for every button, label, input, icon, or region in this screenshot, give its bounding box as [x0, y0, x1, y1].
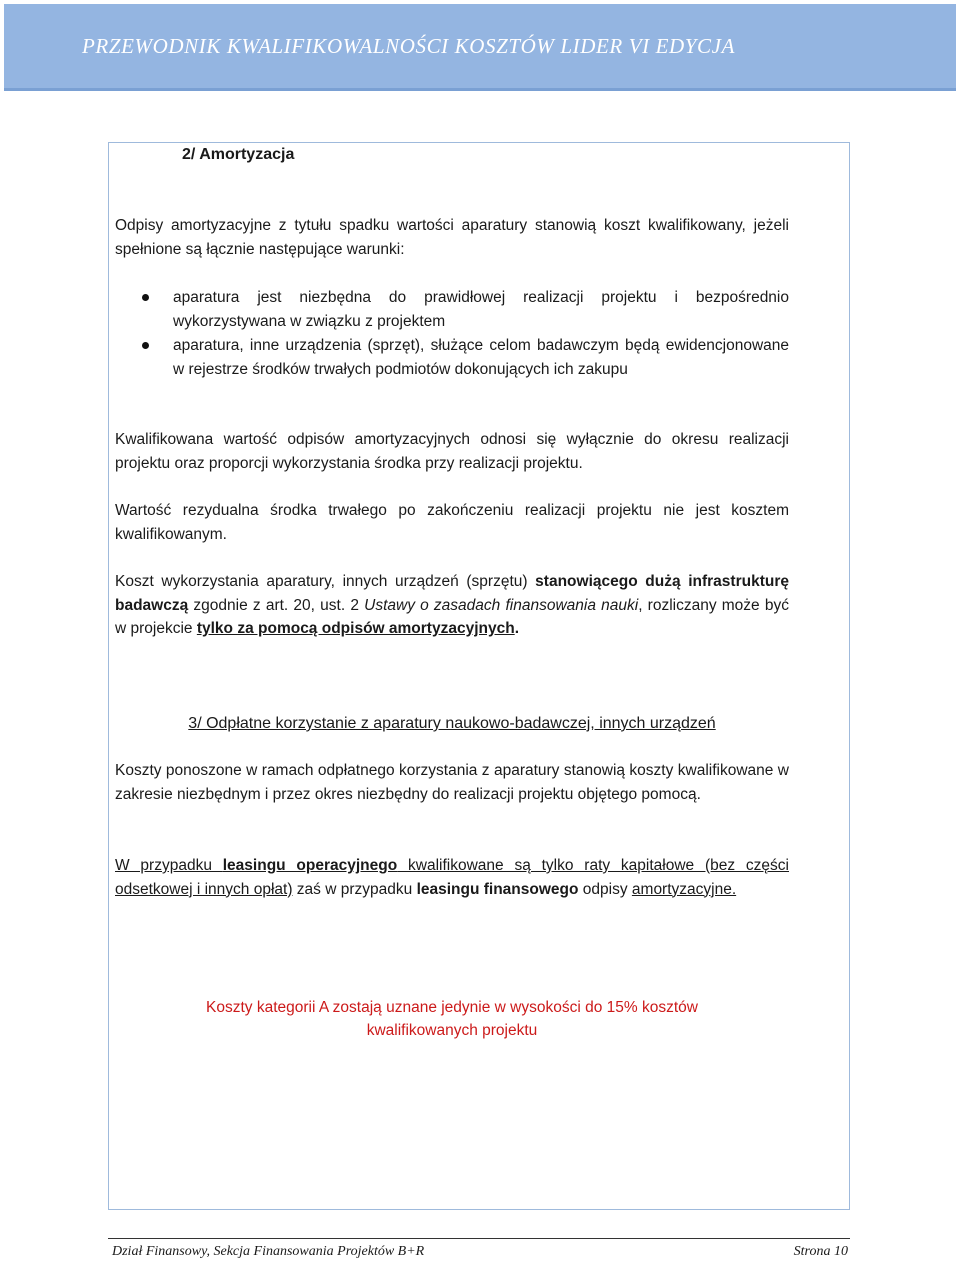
para-paid-use: Koszty ponoszone w ramach odpłatnego korzystania z aparatury stanowią koszty kwalifikowane w zakresie niezbędnym i przez okres niezbędny do realizacji projektu objętego pomocą. [115, 762, 789, 803]
text-run: zgodnie z art. 20, ust. 2 [188, 596, 365, 614]
text-run: amortyzacyjne. [631, 880, 737, 898]
para-qualified-value: Kwalifikowana wartość odpisów amortyzacyjnych odnosi się wyłącznie do okresu realizacji projektu oraz proporcji wykorzystania środka przy realizacji projektu. [115, 431, 789, 472]
text-run: kwalifikowane są tylko raty kapitałowe (bez części odsetkowej i innych opłat) [115, 857, 789, 898]
notice-line-1: Koszty kategorii A zostają uznane jedynie w wysokości do 15% kosztów [206, 999, 698, 1016]
header-title: PRZEWODNIK KWALIFIKOWALNOŚCI KOSZTÓW LIDER VI EDYCJA [82, 34, 736, 58]
bold-run: leasingu operacyjnego [222, 857, 398, 874]
section2-heading: 2/ Amortyzacja [182, 146, 295, 163]
bold-run: leasingu finansowego [416, 880, 579, 898]
footer-divider [108, 1238, 850, 1239]
para-large-infrastructure [115, 570, 789, 641]
bullet-text: aparatura jest niezbędna do prawidłowej realizacji projektu i bezpośrednio wykorzystywana w związku z projektem [173, 289, 789, 330]
underlined-bold-run: tylko za pomocą odpisów amortyzacyjnych [196, 620, 515, 637]
text-run: odpisy [578, 880, 632, 898]
bullet-dot-icon [142, 294, 149, 301]
section2-intro: Odpisy amortyzacyjne z tytułu spadku wartości aparatury stanowią koszt kwalifikowany, jeżeli spełnione są łącznie następujące warunki: [115, 217, 789, 258]
text-run: zaś w przypadku [292, 880, 417, 898]
notice-line-2: kwalifikowanych projektu [366, 1022, 538, 1039]
text-run: W przypadku [115, 857, 223, 874]
header-band [4, 4, 956, 91]
bullet-dot-icon [142, 342, 149, 349]
para-residual-value: Wartość rezydualna środka trwałego po zakończeniu realizacji projektu nie jest kosztem kwalifikowanym. [115, 502, 789, 543]
text-run: , rozliczany może być w projekcie [115, 596, 789, 637]
text-run: Koszt wykorzystania aparatury, innych urządzeń (sprzętu) [115, 573, 536, 590]
bold-run: stanowiącego dużą infrastrukturę badawczą [115, 573, 789, 614]
footer-department: Dział Finansowy, Sekcja Finansowania Projektów B+R [112, 1244, 425, 1259]
text-run: . [514, 620, 519, 637]
para-leasing [115, 854, 789, 901]
page-number: Strona 10 [793, 1244, 848, 1259]
bullet-text: aparatura, inne urządzenia (sprzęt), służące celom badawczym będą ewidencjonowane w rejestrze środków trwałych podmiotów dokonujących ich zakupu [173, 337, 789, 378]
italic-run: Ustawy o zasadach finansowania nauki [364, 596, 639, 614]
section3-heading: 3/ Odpłatne korzystanie z aparatury naukowo-badawczej, innych urządzeń [188, 715, 716, 732]
